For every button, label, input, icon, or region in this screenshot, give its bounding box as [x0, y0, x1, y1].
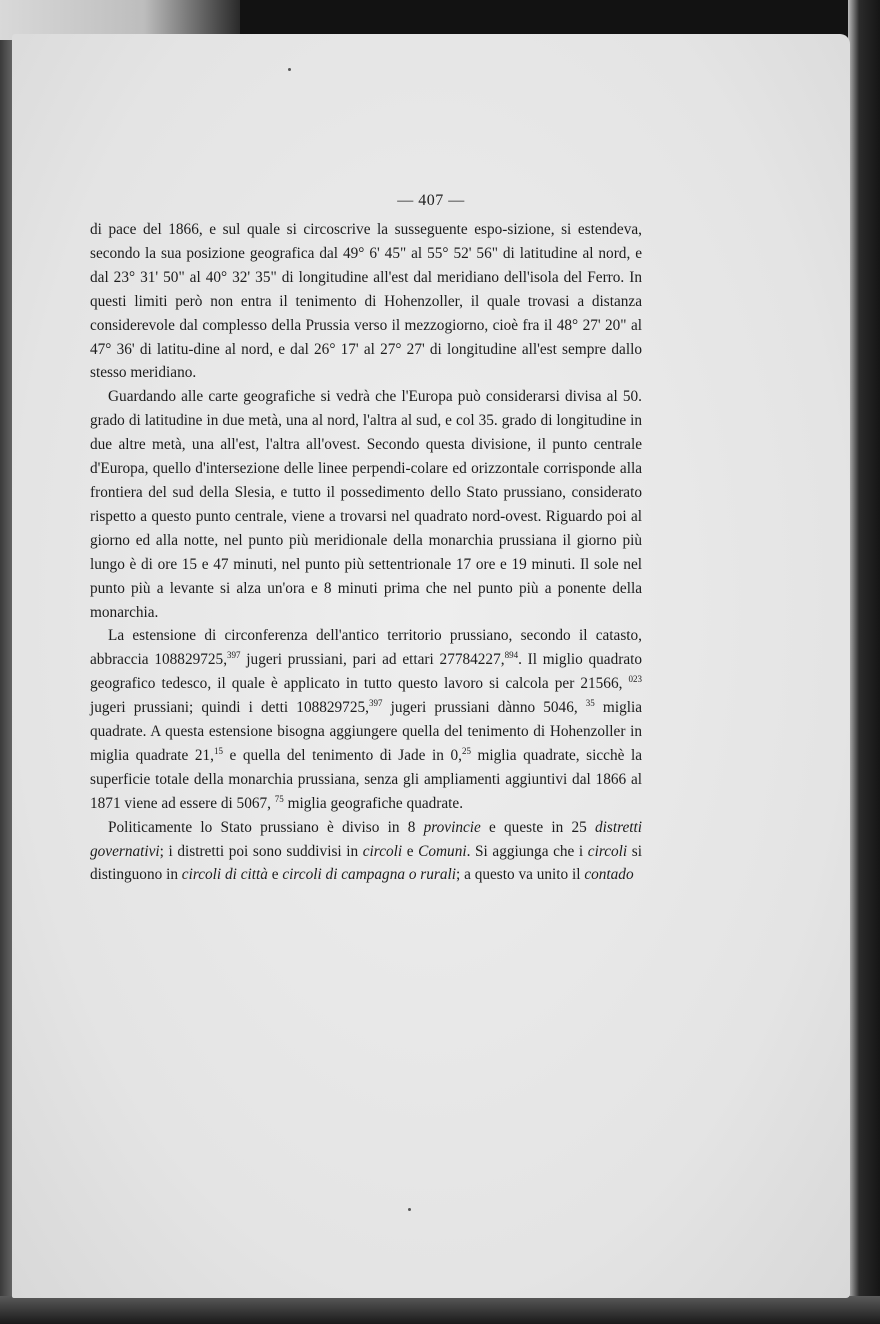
- scan-right-edge: [848, 0, 880, 1324]
- text-run: Politicamente lo Stato prussiano è diviso in 8: [108, 818, 424, 836]
- decimal-superscript: 35: [585, 698, 595, 709]
- text-run: ; i distretti poi sono suddivisi in: [159, 842, 363, 860]
- text-run: . Si aggiunga che i: [466, 842, 588, 860]
- text-run: miglia quadrate. A questa estensione bisogna aggiungere quella del tenimento di Hohenzoller in miglia quadrate 21,: [90, 699, 643, 764]
- text-run: jugeri prussiani; quindi i detti 108829725,: [90, 699, 369, 717]
- decimal-superscript: 15: [213, 745, 223, 756]
- text-run: miglia geografiche quadrate.: [283, 794, 464, 812]
- decimal-superscript: 397: [368, 698, 383, 709]
- text-run: jugeri prussiani dànno 5046,: [382, 699, 586, 717]
- paragraph-4: [90, 816, 642, 888]
- decimal-superscript: 75: [274, 793, 284, 804]
- text-run: si distinguono in: [90, 842, 642, 884]
- decimal-superscript: 023: [628, 674, 642, 685]
- paragraph-1: di pace del 1866, e sul quale si circoscrive la susseguente espo-sizione, si estendeva, secondo la sua posizione geografica dal 49° 6' 45" al 55° 52' 56" di latitudine al nord, e dal 23° 31' 50" al 40° 32' 35" di longitudine all'est dal meridiano dell'isola del Ferro. In questi limiti però non entra il tenimento di Hohenzoller, il quale trovasi a distanza considerevole dal complesso della Prussia verso il mezzogiorno, cioè fra il 48° 27' 20" al 47° 36' di latitu-dine al nord, e dal 26° 17' al 27° 27' di longitudine all'est sempre dallo stesso meridiano.: [90, 221, 642, 382]
- decimal-superscript: 397: [227, 650, 241, 661]
- italic-term: circoli di città: [181, 866, 268, 884]
- italic-term: circoli: [587, 842, 628, 860]
- page-number: — 407 —: [397, 192, 465, 209]
- text-run: e: [267, 866, 283, 884]
- italic-term: distretti governativi: [90, 818, 642, 860]
- paragraph-2: Guardando alle carte geografiche si vedrà che l'Europa può considerarsi divisa al 50. grado di latitudine in due metà, una al nord, l'altra al sud, e col 35. grado di longitudine in due altre metà, una all'est, l'altra all'ovest. Secondo questa divisione, il punto centrale d'Europa, quello d'intersezione delle linee perpendi-colare ed orizzontale corrisponde alla frontiera del sud della Slesia, e tutto il possedimento dello Stato prussiano, considerato rispetto a questo punto centrale, viene a trovarsi nel quadrato nord-ovest. Riguardo poi al giorno ed alla notte, nel punto più meridionale della monarchia prussiana il giorno più lungo è di ore 15 e 47 minuti, nel punto più settentrionale 17 ore e 19 minuti. Il sole nel punto più a levante si alza un'ora e 8 minuti prima che nel punto più a ponente della monarchia.: [90, 388, 642, 621]
- scan-bottom-edge: [0, 1296, 880, 1324]
- text-run: e: [402, 842, 419, 860]
- text-run: La estensione di circonferenza dell'antico territorio prussiano, secondo il catasto, abbraccia 108829725,: [90, 627, 642, 669]
- speck: [408, 1208, 411, 1211]
- text-run: . Il miglio quadrato geografico tedesco, il quale è applicato in tutto questo lavoro si calcola per 21566,: [90, 651, 643, 693]
- decimal-superscript: 25: [461, 745, 471, 756]
- italic-term: provincie: [423, 818, 481, 836]
- text-run: jugeri prussiani, pari ad ettari 27784227,: [240, 651, 505, 669]
- body-text: [90, 218, 642, 887]
- text-run: miglia quadrate, sicchè la superficie totale della monarchia prussiana, senza gli ampliamenti aggiuntivi dal 1866 al 1871 viene ad essere di 5067,: [90, 746, 642, 812]
- book-page: [12, 34, 850, 1298]
- speck: [288, 68, 291, 71]
- italic-term: circoli di campagna o rurali: [282, 866, 456, 884]
- italic-term: Comuni: [418, 842, 467, 860]
- italic-term: contado: [584, 866, 634, 884]
- paragraph-3: [90, 624, 642, 815]
- italic-term: circoli: [362, 842, 403, 860]
- text-run: e quella del tenimento di Jade in 0,: [222, 746, 462, 764]
- text-run: e queste in 25: [480, 818, 595, 836]
- decimal-superscript: 894: [504, 650, 519, 661]
- text-run: ; a questo va unito il: [456, 866, 585, 884]
